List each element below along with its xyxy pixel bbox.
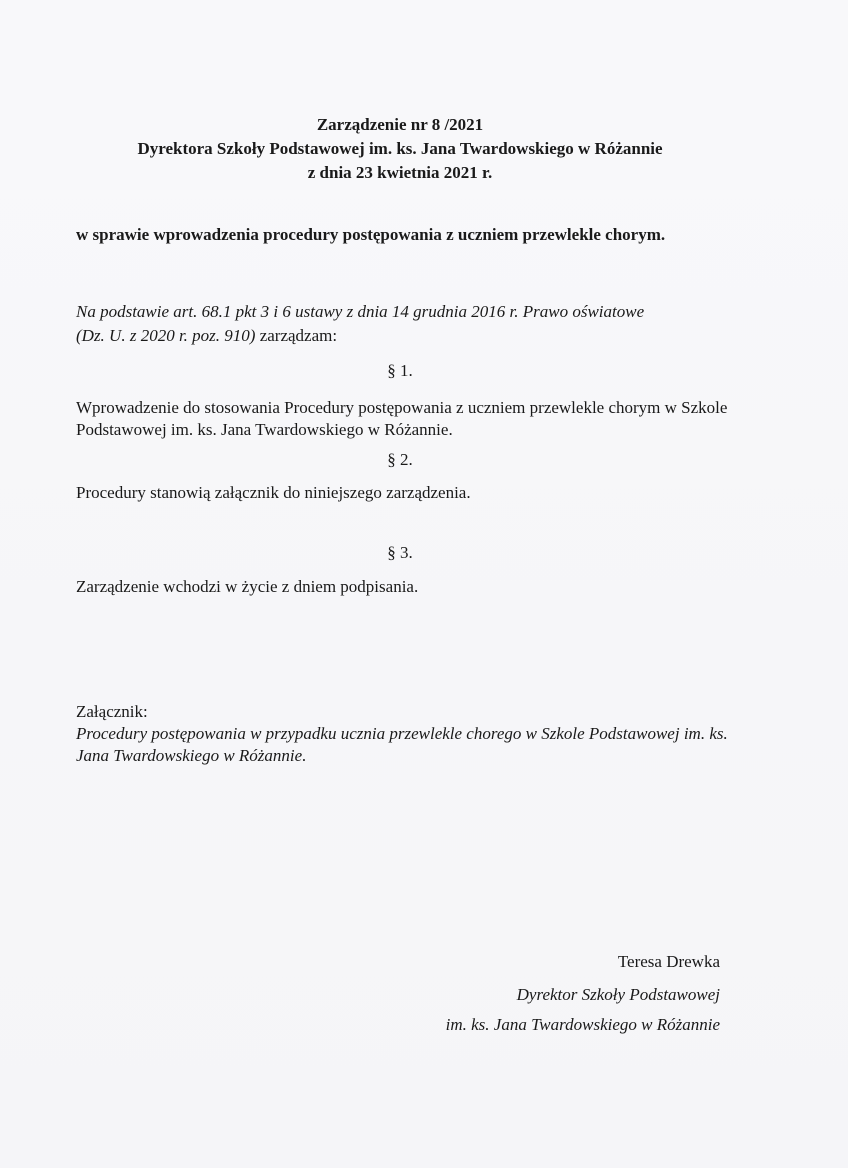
signature-name: Teresa Drewka [617,952,720,971]
document-subject: w sprawie wprowadzenia procedury postępowania z uczniem przewlekle chorym. [76,225,666,244]
section-3-symbol: § 3. [387,543,413,562]
attachment-label: Załącznik: [76,702,148,721]
legal-basis-reference: (Dz. U. z 2020 r. poz. 910) [76,326,256,345]
section-2-symbol: § 2. [387,450,413,469]
attachment-line2: Jana Twardowskiego w Różannie. [76,746,307,765]
legal-basis-line1: Na podstawie art. 68.1 pkt 3 i 6 ustawy z dnia 14 grudnia 2016 r. Prawo oświatowe [76,302,645,321]
section-1-symbol: § 1. [387,361,413,380]
section-3-text: Zarządzenie wchodzi w życie z dniem podpisania. [76,577,419,596]
document-issuer: Dyrektora Szkoły Podstawowej im. ks. Jana Twardowskiego w Różannie [137,139,663,158]
section-1-text-line2: Podstawowej im. ks. Jana Twardowskiego w Różannie. [76,420,453,439]
document-date: z dnia 23 kwietnia 2021 r. [307,163,493,182]
section-2-text: Procedury stanowią załącznik do niniejszego zarządzenia. [76,483,471,502]
legal-basis-line2 [76,324,337,348]
attachment-line1: Procedury postępowania w przypadku ucznia przewlekle chorego w Szkole Podstawowej im. ks. [76,724,728,743]
document-title: Zarządzenie nr 8 /2021 [316,115,484,134]
signature-title-line1: Dyrektor Szkoły Podstawowej [516,985,720,1004]
legal-basis-rest: zarządzam: [255,326,338,345]
signature-title-line2: im. ks. Jana Twardowskiego w Różannie [445,1015,720,1034]
section-1-text-line1: Wprowadzenie do stosowania Procedury postępowania z uczniem przewlekle chorym w Szkole [76,398,728,417]
